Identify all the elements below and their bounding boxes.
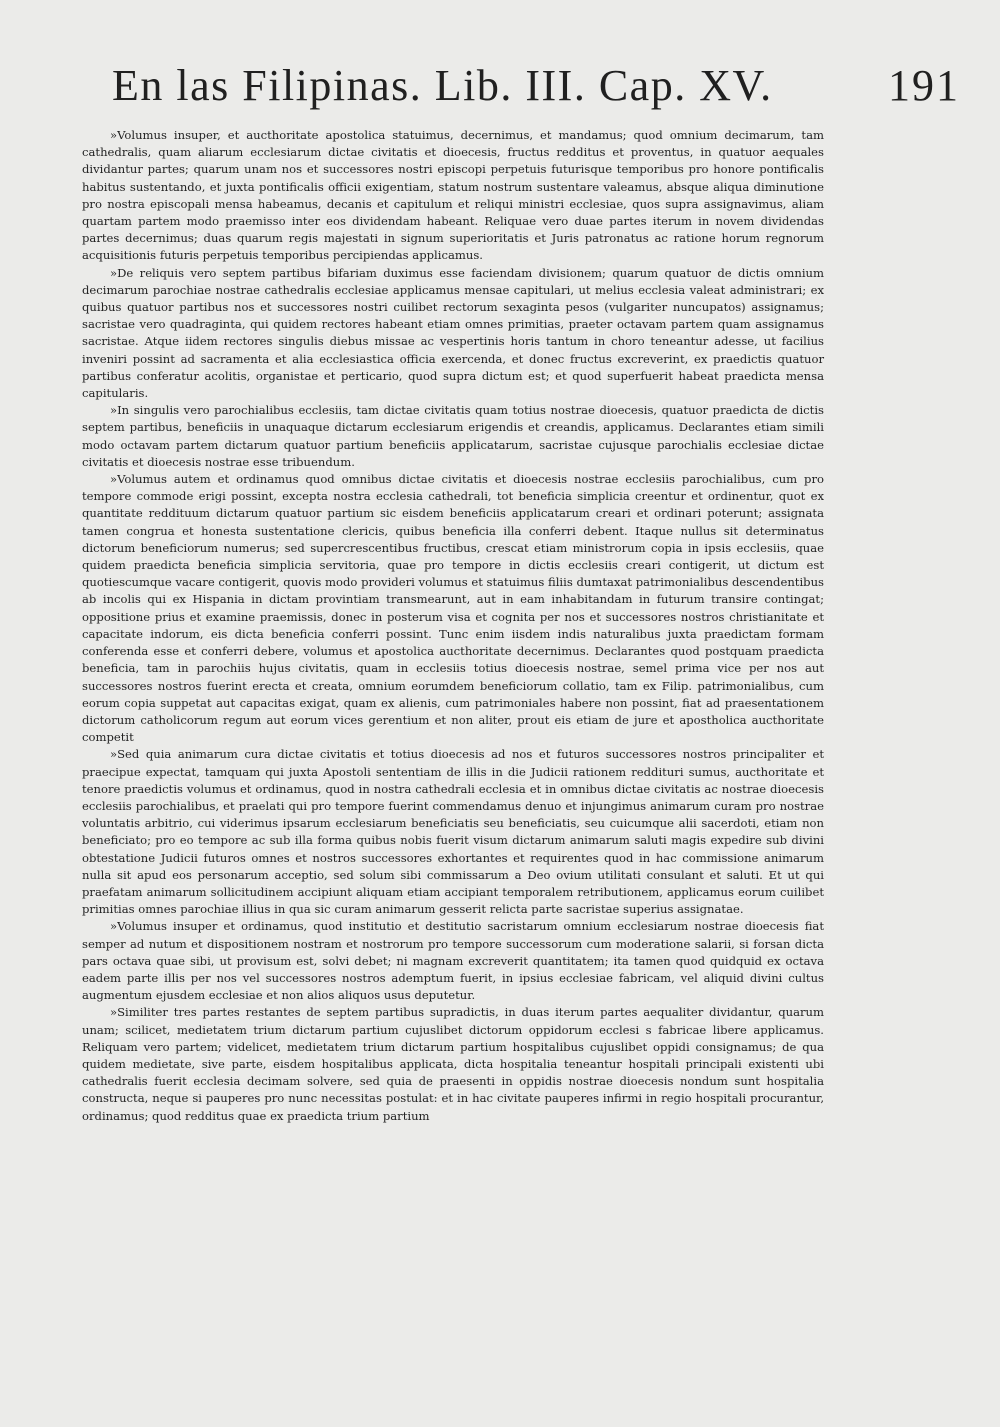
running-title: En las Filipinas. Lib. III. Cap. XV. bbox=[112, 61, 773, 110]
paragraph: »Volumus insuper, et aucthoritate apostolica statuimus, decernimus, et mandamus; quod omnium decimarum, tam cathedralis, quam aliarum ecclesiarum dictae civitatis et dioecesis, fructus redditus et proventus, in quatuor aequales dividantur partes; quarum unam nos et successores nostri episcopi perpetuis futurisque temporibus pro honore pontificalis habitus sustentando, et juxta pontificalis officii exigentiam, statum nostrum sustentare valeamus, absque aliqua diminutione pro nostra episcopali mensa habeamus, decanis et capitulum et reliqui ministri ecclesiae, quos supra assignavimus, aliam quartam partem modo praemisso inter eos dividendam habeant. Reliquae vero duae partes iterum in novem dividendas partes decernimus; duas quarum regis majestati in signum superioritatis et Juris patronatus ac ratione horum regnorum acquisitionis futuris perpetuis temporibus percipiendas applicamus. bbox=[82, 128, 824, 263]
page-number: 191 bbox=[888, 61, 960, 110]
paragraph: »In singulis vero parochialibus ecclesiis, tam dictae civitatis quam totius nostrae dioecesis, quatuor praedicta de dictis septem partibus, beneficiis in unaquaque dictarum ecclesiarum erigendis et creandis, applicamus. Declarantes etiam simili modo octavam partem dictarum quatuor partium beneficiis applicatarum, sacristae cujusque parochialis ecclesiae dictae civitatis et dioecesis nostrae esse tribuendum. bbox=[82, 403, 824, 469]
paragraph: »Similiter tres partes restantes de septem partibus supradictis, in duas iterum partes aequaliter dividantur, quarum unam; scilicet, medietatem trium dictarum partium cujuslibet dictorum oppidorum ecclesi s fabricae libere applicamus. Reliquam vero partem; videlicet, medietatem trium dictarum partium hospitalibus cujuslibet oppidi consignamus; de qua quidem medietate, sive parte, eisdem hospitalibus applicata, dicta hospitalia teneantur hospitali principali existenti ubi cathedralis fuerit ecclesia decimam solvere, sed quia de praesenti in oppidis nostrae dioecesis nondum sunt hospitalia constructa, neque si pauperes pro nunc necessitas postulat: et in hac civitate pauperes infirmi in regio hospitali procurantur, ordinamus; quod redditus quae ex praedicta trium partium bbox=[82, 1005, 824, 1123]
paragraph: »Volumus autem et ordinamus quod omnibus dictae civitatis et dioecesis nostrae ecclesiis parochialibus, cum pro tempore commode erigi possint, excepta nostra ecclesia cathedrali, tot beneficia simplicia creentur et ordinentur, quot ex quantitate reddituum dictarum quatuor partium sic eisdem beneficiis applicatarum creari et ordinari poterunt; assignata tamen congrua et honesta sustentatione clericis, quibus beneficia illa conferri debent. Itaque nullus sit determinatus dictorum beneficiorum numerus; sed supercrescentibus fructibus, crescat etiam ministrorum copia in ipsis ecclesiis, quae quidem praedicta beneficia simplicia servitoria, quae pro tempore in dictis ecclesiis creari contigerit, ut dictum est quotiescumque vacare contigerit, quovis modo provideri volumus et statuimus filiis dumtaxat patrimonialibus descendentibus ab incolis qui ex Hispania in dictam provintiam transmearunt, aut in eam inhabitandam in futurum transire contingat; oppositione prius et examine praemissis, donec in posterum visa et cognita per nos et successores nostros christianitate et capacitate indorum, eis dicta beneficia conferri possint. Tunc enim iisdem indis naturalibus juxta praedictam formam conferenda esse et conferri debere, volumus et apostolica aucthoritate decernimus. Declarantes quod postquam praedicta beneficia, tam in parochiis hujus civitatis, quam in ecclesiis totius dioecesis nostrae, semel prima vice per nos aut successores nostros fuerint erecta et creata, omnium eorumdem beneficiorum collatio, tam ex Filip. patrimonialibus, cum eorum copia suppetat aut capacitas exigat, quam ex alienis, cum patrimoniales habere non possint, fiat ad praesentationem dictorum catholicorum regum aut eorum vices gerentium et non aliter, prout eis etiam de jure et apostholica aucthoritate competit bbox=[82, 472, 824, 745]
paragraph: »De reliquis vero septem partibus bifariam duximus esse faciendam divisionem; quarum quatuor de dictis omnium decimarum parochiae nostrae cathedralis ecclesiae applicamus mensae capitulari, ut melius ecclesia valeat administrari; ex quibus quatuor partibus nos et successores nostri cuilibet rectorum sexaginta pesos (vulgariter nuncupatos) assignamus; sacristae vero quadraginta, qui quidem rectores habeant etiam omnes primitias, praeter octavam partem quam assignamus sacristae. Atque iidem rectores singulis diebus missae ac vespertinis horis tantum in choro teneantur adesse, ut facilius inveniri possint ad sacramenta et alia ecclesiastica officia exercenda, et donec fructus excreverint, ex praedictis quatuor partibus conferatur acolitis, organistae et perticario, quod supra dictum est; et quod superfuerit habeat praedicta mensa capitularis. bbox=[82, 265, 824, 401]
body-text bbox=[82, 127, 824, 1125]
paragraph: »Volumus insuper et ordinamus, quod institutio et destitutio sacristarum omnium ecclesiarum nostrae dioecesis fiat semper ad nutum et dispositionem nostram et nostrorum pro tempore successorum cum moderatione salarii, si forsan dicta pars octava quae sibi, ut provisum est, solvi debet; ni magnam excreverit quantitatem; ita tamen quod quidquid ex octava eadem parte illis per nos vel successores nostros ademptum fuerit, in ipsius ecclesiae fabricam, vel aliquid divini cultus augmentum ejusdem ecclesiae et non alios aliquos usus deputetur. bbox=[82, 919, 824, 1003]
paragraph: »Sed quia animarum cura dictae civitatis et totius dioecesis ad nos et futuros successores nostros principaliter et praecipue expectat, tamquam qui juxta Apostoli sententiam de illis in die Judicii rationem reddituri sumus, aucthoritate et tenore praedictis volumus et ordinamus, quod in nostra cathedrali ecclesia et in omnibus dictae civitatis ac nostrae dioecesis ecclesiis parochialibus, et praelati qui pro tempore fuerint commendamus denuo et injungimus animarum curam pro nostrae voluntatis arbitrio, cui viderimus ipsarum ecclesiarum beneficiatis seu beneficiatis, seu cuicumque alii sacerdoti, etiam non beneficiato; pro eo tempore ac sub illa forma quibus nobis fuerit visum dictarum animarum saluti magis expedire sub divini obtestatione Judicii futuros omnes et nostros successores exhortantes et requirentes quod in hac commissione animarum nulla sit apud eos personarum acceptio, sed solum sibi commissarum a Deo ovium utilitati consulant et saluti. Et ut qui praefatam animarum sollicitudinem accipiunt aliquam etiam accipiant temporalem retributionem, applicamus eorum cuilibet primitias omnes parochiae illius in qua sic curam animarum gesserit relicta parte sacristae superius assignatae. bbox=[82, 747, 824, 917]
